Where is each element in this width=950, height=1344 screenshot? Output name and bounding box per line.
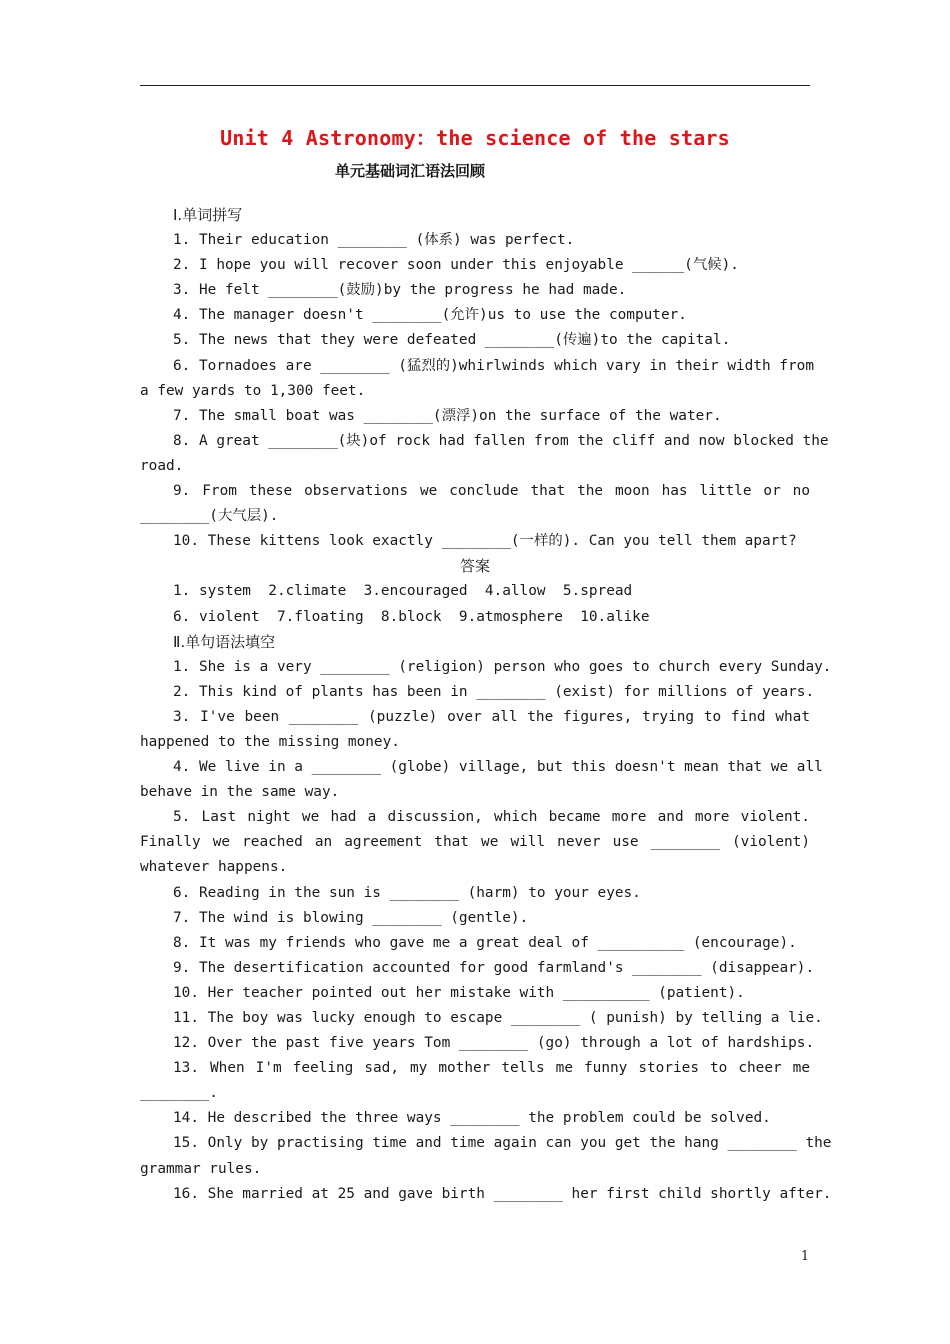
exercise-line: 8. It was my friends who gave me a great deal of __________ (encourage).: [173, 934, 797, 951]
answer-line: 6. violent 7.floating 8.block 9.atmosphere 10.alike: [173, 608, 650, 625]
exercise-line: 4. We live in a ________ (globe) village, but this doesn't mean that we all: [173, 759, 823, 776]
header-rule: [140, 85, 810, 86]
exercise-line: 6. Tornadoes are ________ (猛烈的)whirlwinds which vary in their width from: [173, 357, 814, 374]
exercise-line: ________(大气层).: [140, 508, 279, 525]
exercise-line: 3. I've been ________ (puzzle) over all the figures, trying to find what: [173, 708, 810, 725]
exercise-line: 6. Reading in the sun is ________ (harm) to your eyes.: [173, 884, 641, 901]
exercise-line: 11. The boy was lucky enough to escape ________ ( punish) by telling a lie.: [173, 1010, 823, 1026]
exercise-line: ________.: [140, 1085, 218, 1102]
exercise-line: 2. I hope you will recover soon under this enjoyable ______(气候).: [173, 257, 739, 274]
exercise-line: 5. The news that they were defeated ________(传遍)to the capital.: [173, 332, 731, 349]
exercise-line: behave in the same way.: [140, 784, 340, 801]
page-subtitle: 单元基础词汇语法回顾: [334, 162, 485, 180]
worksheet-body: [140, 203, 832, 1207]
exercise-line: 9. From these observations we conclude that the moon has little or no: [173, 483, 810, 500]
exercise-line: 13. When I'm feeling sad, my mother tells me funny stories to cheer me: [173, 1060, 810, 1077]
exercise-line: 10. Her teacher pointed out her mistake with __________ (patient).: [173, 984, 745, 1001]
exercise-line: 10. These kittens look exactly ________(一样的). Can you tell them apart?: [173, 533, 797, 550]
page-title: Unit 4 Astronomy：the science of the stars: [220, 126, 730, 150]
exercise-line: 16. She married at 25 and gave birth ________ her first child shortly after.: [173, 1185, 832, 1202]
section1-heading: Ⅰ.单词拼写: [173, 206, 243, 224]
exercise-line: 1. Their education ________ (体系) was perfect.: [173, 232, 575, 249]
exercise-line: 9. The desertification accounted for good farmland's ________ (disappear).: [173, 959, 815, 976]
exercise-line: 15. Only by practising time and time again can you get the hang ________ the: [173, 1135, 832, 1152]
exercise-line: 1. She is a very ________ (religion) person who goes to church every Sunday.: [173, 658, 832, 675]
exercise-line: road.: [140, 457, 184, 474]
exercise-line: Finally we reached an agreement that we will never use ________ (violent): [140, 834, 810, 851]
exercise-line: 4. The manager doesn't ________(允许)us to use the computer.: [173, 307, 687, 324]
exercise-line: happened to the missing money.: [140, 733, 400, 750]
answer-heading: 答案: [459, 557, 490, 576]
exercise-line: a few yards to 1,300 feet.: [140, 382, 366, 399]
exercise-line: 14. He described the three ways ________ the problem could be solved.: [173, 1110, 771, 1127]
exercise-line: 3. He felt ________(鼓励)by the progress he had made.: [173, 282, 627, 299]
page-number: 1: [800, 1249, 810, 1264]
section2-heading: Ⅱ.单句语法填空: [173, 632, 276, 651]
exercise-line: whatever happens.: [140, 859, 288, 876]
exercise-line: 2. This kind of plants has been in ________ (exist) for millions of years.: [173, 683, 815, 700]
exercise-line: 8. A great ________(块)of rock had fallen from the cliff and now blocked the: [173, 432, 829, 449]
exercise-line: 12. Over the past five years Tom ________ (go) through a lot of hardships.: [173, 1035, 815, 1052]
exercise-line: grammar rules.: [140, 1160, 262, 1177]
exercise-line: 7. The small boat was ________(漂浮)on the surface of the water.: [173, 407, 722, 424]
exercise-line: 5. Last night we had a discussion, which became more and more violent.: [173, 809, 810, 826]
answer-line: 1. system 2.climate 3.encouraged 4.allow 5.spread: [173, 583, 633, 600]
exercise-line: 7. The wind is blowing ________ (gentle).: [173, 909, 529, 926]
